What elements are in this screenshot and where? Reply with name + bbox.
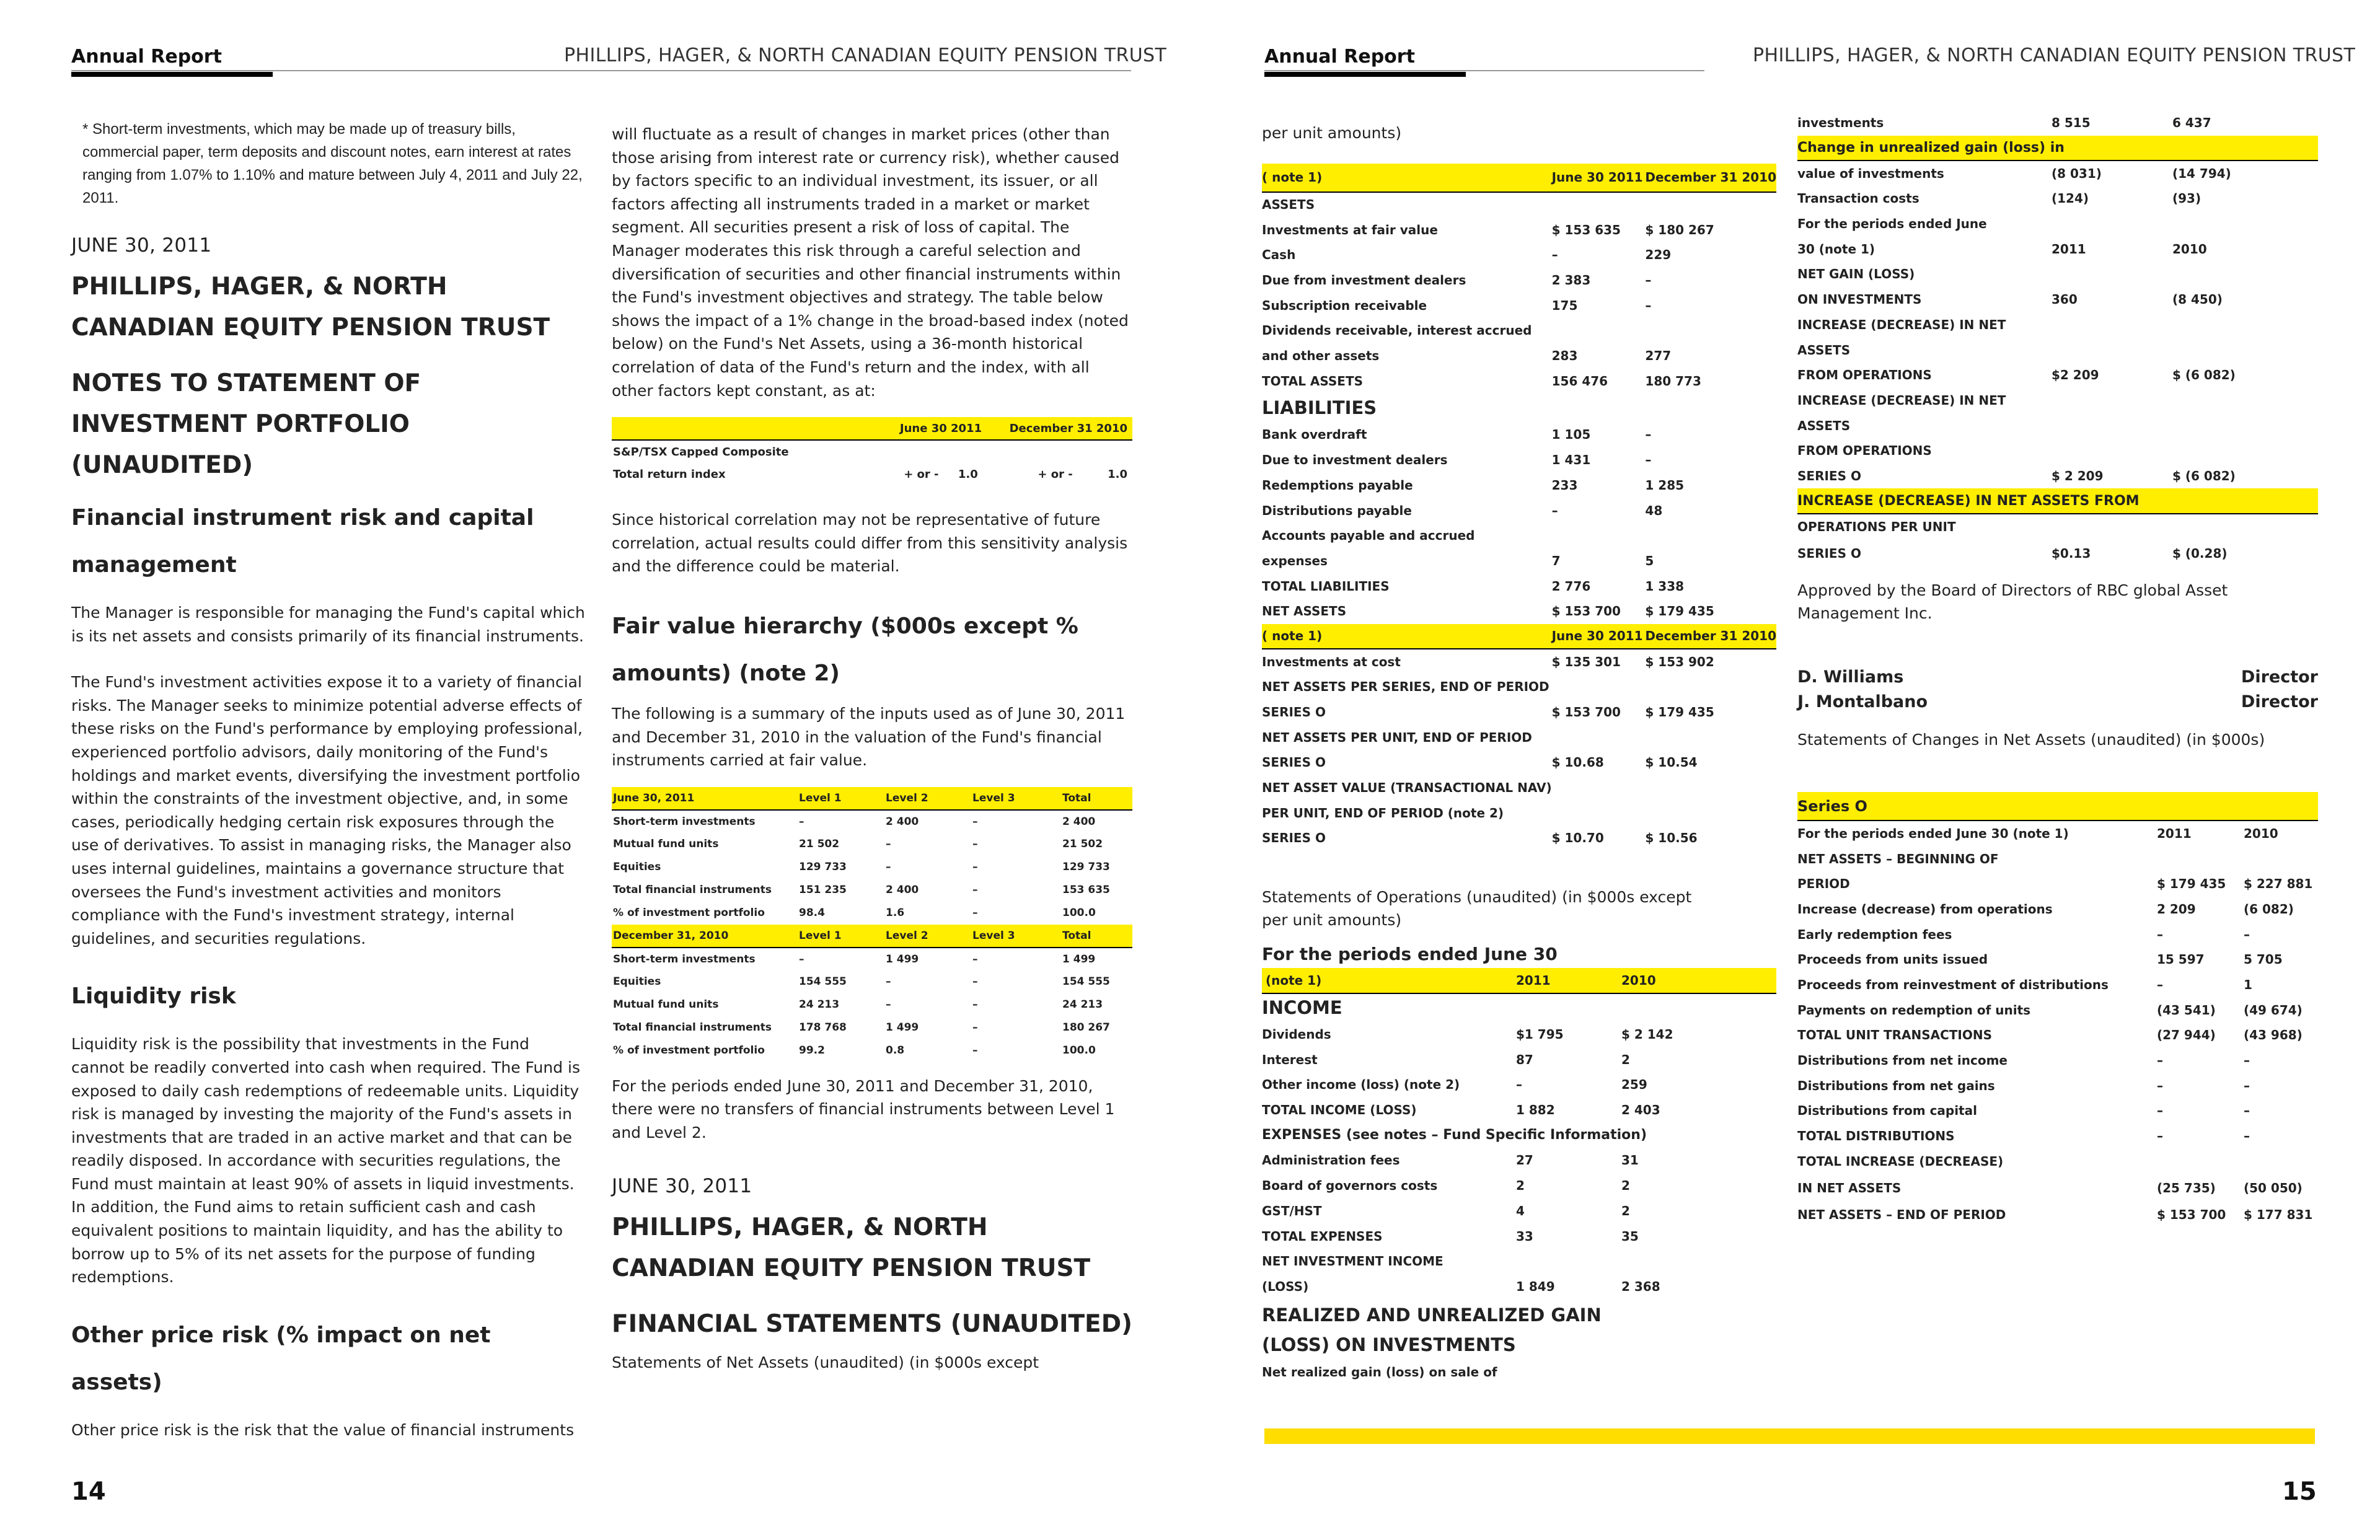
cost-header-2: December 31 2010 [1645,624,1776,649]
table-row: NET ASSET VALUE (TRANSACTIONAL NAV) [1262,780,1552,796]
ops-header-0: (note 1) [1262,968,1516,993]
table-row: PERIOD $ 179 435 $ 227 881 [1797,876,2313,892]
index-value-2010: 1.0 [1108,468,1127,482]
fv-2011-header-3: Level 3 [971,787,1061,810]
table-row: TOTAL EXPENSES 33 35 [1262,1228,1639,1244]
table-row: FROM OPERATIONS [1797,443,1932,459]
right-page [1190,0,2380,1540]
header-fund-title-right: PHILLIPS, HAGER, & NORTH CANADIAN EQUITY PENSION TRUST [1753,45,2356,66]
table-row: Mutual fund units 24 213 – – 24 213 [613,998,1103,1011]
index-prefix-2010: + or - [1038,468,1073,482]
table-row: INCREASE (DECREASE) IN NET [1797,392,2006,408]
index-value-2011: 1.0 [958,468,978,482]
fs-intro: Statements of Net Assets (unaudited) (in $000s except [612,1353,1039,1372]
table-row: Distributions from net gains – – [1797,1078,2250,1093]
report-date-2: JUNE 30, 2011 [612,1175,752,1198]
left-col-1 [71,118,586,1464]
table-row: Equities 154 555 – – 154 555 [613,975,1110,988]
table-row: expenses 7 5 [1262,553,1654,568]
table-row: and other assets 283 277 [1262,348,1672,364]
fv-2010-header-3: Level 3 [971,925,1061,948]
header-label-right: Annual Report [1264,46,1415,68]
approved-text: Approved by the Board of Directors of RBC global Asset Management Inc. [1797,581,2228,623]
table-row: Dividends $1 795 $ 2 142 [1262,1027,1673,1042]
fund-title: PHILLIPS, HAGER, & NORTH CANADIAN EQUITY PENSION TRUST [71,273,550,341]
para-financial-risks: The Fund's investment activities expose it to a variety of financial risks. The Manager seeks to minimize potential adverse effects of these risks on the Fund's performance by employing professional, experienced portfolio advisors, daily monitoring of the Fund's holdings and market events, diversifying the investment portfolio within the constraints of the investment objective, and, in some cases, periodically hedging certain risk exposures through the use of derivatives. To assist in managing risks, the Manager also uses internal guidelines, maintains a governance structure that oversees the Fund's investment activities and monitors compliance with the Fund's investment strategy, internal guidelines, and securities regulations. [71,673,583,948]
table-row: SERIES O $0.13 $ (0.28) [1797,545,2228,561]
fv-2011-header-0: June 30, 2011 [612,787,798,810]
table-row: GST/HST 4 2 [1262,1203,1630,1218]
table-row: Redemptions payable 233 1 285 [1262,477,1685,493]
fv-2010-header-4: Total [1061,925,1132,948]
table-row: Increase (decrease) from operations 2 209 (6 082) [1797,901,2294,917]
fv-2010-header-1: Level 1 [798,925,884,948]
table-row: Due from investment dealers 2 383 – [1262,273,1652,288]
fv-2011-header-4: Total [1061,787,1132,810]
fv-2010-header-0: December 31, 2010 [612,925,798,948]
index-table [612,417,1132,486]
table-row: % of investment portfolio 99.2 0.8 – 100.0 [613,1044,1096,1057]
table-row: Investments at cost $ 135 301 $ 153 902 [1262,654,1714,670]
liquidity-para: Liquidity risk is the possibility that investments in the Fund cannot be readily converted into cash when required. The Fund is exposed to daily cash redemptions of redeemable units. Liquidity risk is managed by investing the majority of the Fund's assets in investments that are traded in an active market and that can be readily disposed. In accordance with securities regulations, the Fund must maintain at least 90% of assets in liquid investments. In addition, the Fund aims to retain sufficient cash and cash equivalent positions to maintain liquidity, and has the ability to borrow up to 5% of its net assets for the purpose of funding redemptions. [71,1035,581,1287]
footnote: * Short-term investments, which may be made up of treasury bills, commercial paper, term deposits and discount notes, earn interest at rates ranging from 1.07% to 1.10% and mature between July 4, 2011 and July 22, 2011. [82,121,583,206]
notes-title: NOTES TO STATEMENT OF INVESTMENT PORTFOLIO (UNAUDITED) [71,369,421,479]
na-header-0: ( note 1) [1262,164,1552,192]
net-assets-table [1262,164,1776,851]
table-row: value of investments (8 031) (14 794) [1797,166,2231,182]
table-row: TOTAL ASSETS 156 476 180 773 [1262,373,1701,389]
operations-table [1262,968,1776,1299]
ops-header-1: 2011 [1516,968,1621,993]
fv-2010-header-2: Level 2 [884,925,971,948]
header-label: Annual Report [71,46,222,68]
right-col-1 [1262,121,1776,1384]
price-risk-para: will fluctuate as a result of changes in market prices (other than those arising from interest rate or currency risk), whether caused by factors specific to an individual investment, its issuer, or all factors affecting all instruments traded in a market or market segment. All securities present a risk of loss of capital. The Manager moderates this risk through a careful selection and diversification of securities and other financial instruments within the Fund's investment objectives and strategy. The table below shows the impact of a 1% change in the broad-based index (noted below) on the Fund's Net Assets, using a 36-month historical correlation of data of the Fund's return and the index, with all other factors kept constant, as at: [612,125,1129,400]
ops-title: Statements of Operations (unaudited) (in $000s except per unit amounts) [1262,887,1692,930]
index-prefix-2011: + or - [904,468,939,482]
table-row: (LOSS) 1 849 2 368 [1262,1278,1660,1294]
table-row: % of investment portfolio 98.4 1.6 – 100.0 [613,907,1096,920]
table-row: Administration fees 27 31 [1262,1153,1639,1168]
index-header-2011: June 30 2011 [884,417,996,440]
table-row: Cash – 229 [1262,247,1672,263]
table-row: SERIES O $ 10.70 $ 10.56 [1262,830,1698,846]
transfers-para: For the periods ended June 30, 2011 and December 31, 2010, there were no transfers of financial instruments between Level 1 and Level 2. [612,1076,1115,1142]
liquidity-title: Liquidity risk [71,983,236,1010]
table-row: Bank overdraft 1 105 – [1262,427,1652,442]
page-number-right: 15 [2282,1477,2317,1506]
table-row: TOTAL LIABILITIES 2 776 1 338 [1262,578,1685,594]
signatures [1797,665,2318,715]
table-row: TOTAL UNIT TRANSACTIONS (27 944) (43 968) [1797,1027,2303,1043]
table-row: Total financial instruments 151 235 2 400 – 153 635 [613,884,1110,897]
table-row: TOTAL INCOME (LOSS) 1 882 2 403 [1262,1102,1660,1118]
table-row: EXPENSES (see notes – Fund Specific Information) [1262,1127,1647,1143]
fair-value-para: The following is a summary of the inputs used as of June 30, 2011 and December 31, 2010 in the valuation of the Fund's financial instruments carried at fair value. [612,704,1126,770]
fv-2011-header-1: Level 1 [798,787,884,810]
net-assets-cont: per unit amounts) [1262,124,1402,142]
table-row: PER UNIT, END OF PERIOD (note 2) [1262,805,1504,821]
report-date: JUNE 30, 2011 [71,234,212,257]
na-header-1: June 30 2011 [1552,164,1646,192]
table-row: NET ASSETS PER UNIT, END OF PERIOD [1262,729,1532,745]
table-row: ON INVESTMENTS 360 (8 450) [1797,292,2223,307]
table-row: NET ASSETS $ 153 700 $ 179 435 [1262,604,1714,619]
table-row: SERIES O $ 2 209 $ (6 082) [1797,468,2236,483]
changes-title: Statements of Changes in Net Assets (unaudited) (in $000s) [1797,730,2265,749]
table-row: Board of governors costs 2 2 [1262,1178,1630,1194]
operations-table-cont [1797,110,2318,568]
header-rule-accent [71,72,273,77]
fund-title-2: PHILLIPS, HAGER, & NORTH CANADIAN EQUITY PENSION TRUST [612,1213,1091,1283]
table-row: Proceeds from reinvestment of distributions – 1 [1797,977,2252,992]
table-row: SERIES O $ 10.68 $ 10.54 [1262,755,1698,770]
changes-header-0: Series O [1797,792,2157,821]
header-fund-title: PHILLIPS, HAGER, & NORTH CANADIAN EQUITY PENSION TRUST [564,45,1167,66]
table-row: NET INVESTMENT INCOME [1262,1254,1443,1269]
header-rule [71,70,1131,71]
table-row: For the periods ended June 30 (note 1) 2011 2010 [1797,826,2278,842]
table-row: Early redemption fees – – [1797,926,2250,942]
table-row: ASSETS [1797,418,1851,433]
table-row: Dividends receivable, interest accrued [1262,323,1532,338]
table-row: Distributions from capital – – [1797,1103,2250,1119]
table-row: Short-term investments – 2 400 – 2 400 [613,815,1096,828]
table-row: TOTAL DISTRIBUTIONS – – [1797,1129,2250,1144]
table-row: Distributions payable – 48 [1262,503,1663,518]
table-row: Equities 129 733 – – 129 733 [613,861,1110,874]
cost-header-1: June 30 2011 [1552,624,1646,649]
table-row: Proceeds from units issued 15 597 5 705 [1797,952,2283,967]
ops-header-2: 2010 [1621,968,1776,993]
table-row: Other income (loss) (note 2) – 259 [1262,1077,1647,1093]
signature-row: D. Williams Director [1797,667,2318,687]
right-col-2 [1797,110,2318,1228]
table-row: Due to investment dealers 1 431 – [1262,452,1652,468]
table-row: 30 (note 1) 2011 2010 [1797,241,2207,257]
fv-2011-header-2: Level 2 [884,787,971,810]
table-row: NET GAIN (LOSS) [1797,266,1915,282]
table-row: Mutual fund units 21 502 – – 21 502 [613,838,1103,851]
table-row: FROM OPERATIONS $2 209 $ (6 082) [1797,367,2236,383]
change-label: Change in unrealized gain (loss) in [1797,136,2318,161]
header-rule-accent-right [1264,72,1466,77]
para-capital: The Manager is responsible for managing the Fund's capital which is its net assets and consists primarily of its financial instruments. [71,604,585,645]
table-row: NET ASSETS – BEGINNING OF [1797,851,1999,866]
left-col-2 [612,123,1132,1397]
table-row: For the periods ended June [1797,216,1987,232]
signature-row: J. Montalbano Director [1797,692,2318,712]
financial-statements-title: FINANCIAL STATEMENTS (UNAUDITED) [612,1310,1132,1339]
realized-label: REALIZED AND UNREALIZED GAIN (LOSS) ON INVESTMENTS [1262,1305,1602,1356]
income-label: INCOME [1262,997,1342,1019]
cost-header-0: ( note 1) [1262,624,1552,649]
fv-table-2011 [612,787,1132,1062]
table-row: IN NET ASSETS (25 735) (50 050) [1797,1181,2303,1196]
table-row: NET ASSETS PER SERIES, END OF PERIOD [1262,679,1549,695]
realized-row: Net realized gain (loss) on sale of [1262,1365,1497,1380]
index-row-label-2: Total return index [613,468,726,482]
page-number-left: 14 [71,1477,106,1506]
index-row-label-1: S&P/TSX Capped Composite [613,445,789,459]
table-row: Transaction costs (124) (93) [1797,191,2202,206]
correlation-para: Since historical correlation may not be representative of future correlation, actual results could differ from this sensitivity analysis and the difference could be material. [612,511,1128,576]
table-row: Payments on redemption of units (43 541) (49 674) [1797,1002,2303,1018]
per-unit-label: INCREASE (DECREASE) IN NET ASSETS FROM [1797,488,2318,514]
section-title-risk: Financial instrument risk and capital management [71,505,534,578]
index-header-2010: December 31 2010 [996,417,1132,440]
table-row: Investments at fair value $ 153 635 $ 180 267 [1262,222,1714,237]
liabilities-label: LIABILITIES [1262,397,1377,419]
table-row: SERIES O $ 153 700 $ 179 435 [1262,705,1714,719]
table-row: NET ASSETS – END OF PERIOD $ 153 700 $ 177 831 [1797,1207,2313,1223]
footer-yellow-bar [1264,1428,2315,1444]
table-row: ASSETS [1797,342,1851,358]
na-header-2: December 31 2010 [1645,164,1776,192]
header-rule-right [1264,70,1704,71]
other-price-title: Other price risk (% impact on net assets) [71,1322,491,1395]
table-row: Short-term investments – 1 499 – 1 499 [613,953,1096,966]
fair-value-title: Fair value hierarchy ($000s except % amounts) (note 2) [612,613,1078,686]
table-row: Interest 87 2 [1262,1052,1630,1067]
other-price-para: Other price risk is the risk that the value of financial instruments [71,1420,575,1439]
table-row: Total financial instruments 178 768 1 499 – 180 267 [613,1021,1110,1034]
table-row: INCREASE (DECREASE) IN NET [1797,317,2006,332]
table-row: Subscription receivable 175 – [1262,297,1652,313]
table-row: Distributions from net income – – [1797,1053,2250,1068]
assets-label: ASSETS [1262,197,1315,213]
table-row: OPERATIONS PER UNIT [1797,519,1956,534]
table-row: Accounts payable and accrued [1262,528,1475,543]
table-row: investments 8 515 6 437 [1797,115,2211,131]
ops-periods: For the periods ended June 30 [1262,943,1558,964]
table-row: TOTAL INCREASE (DECREASE) [1797,1153,2004,1169]
changes-table [1797,792,2318,1227]
